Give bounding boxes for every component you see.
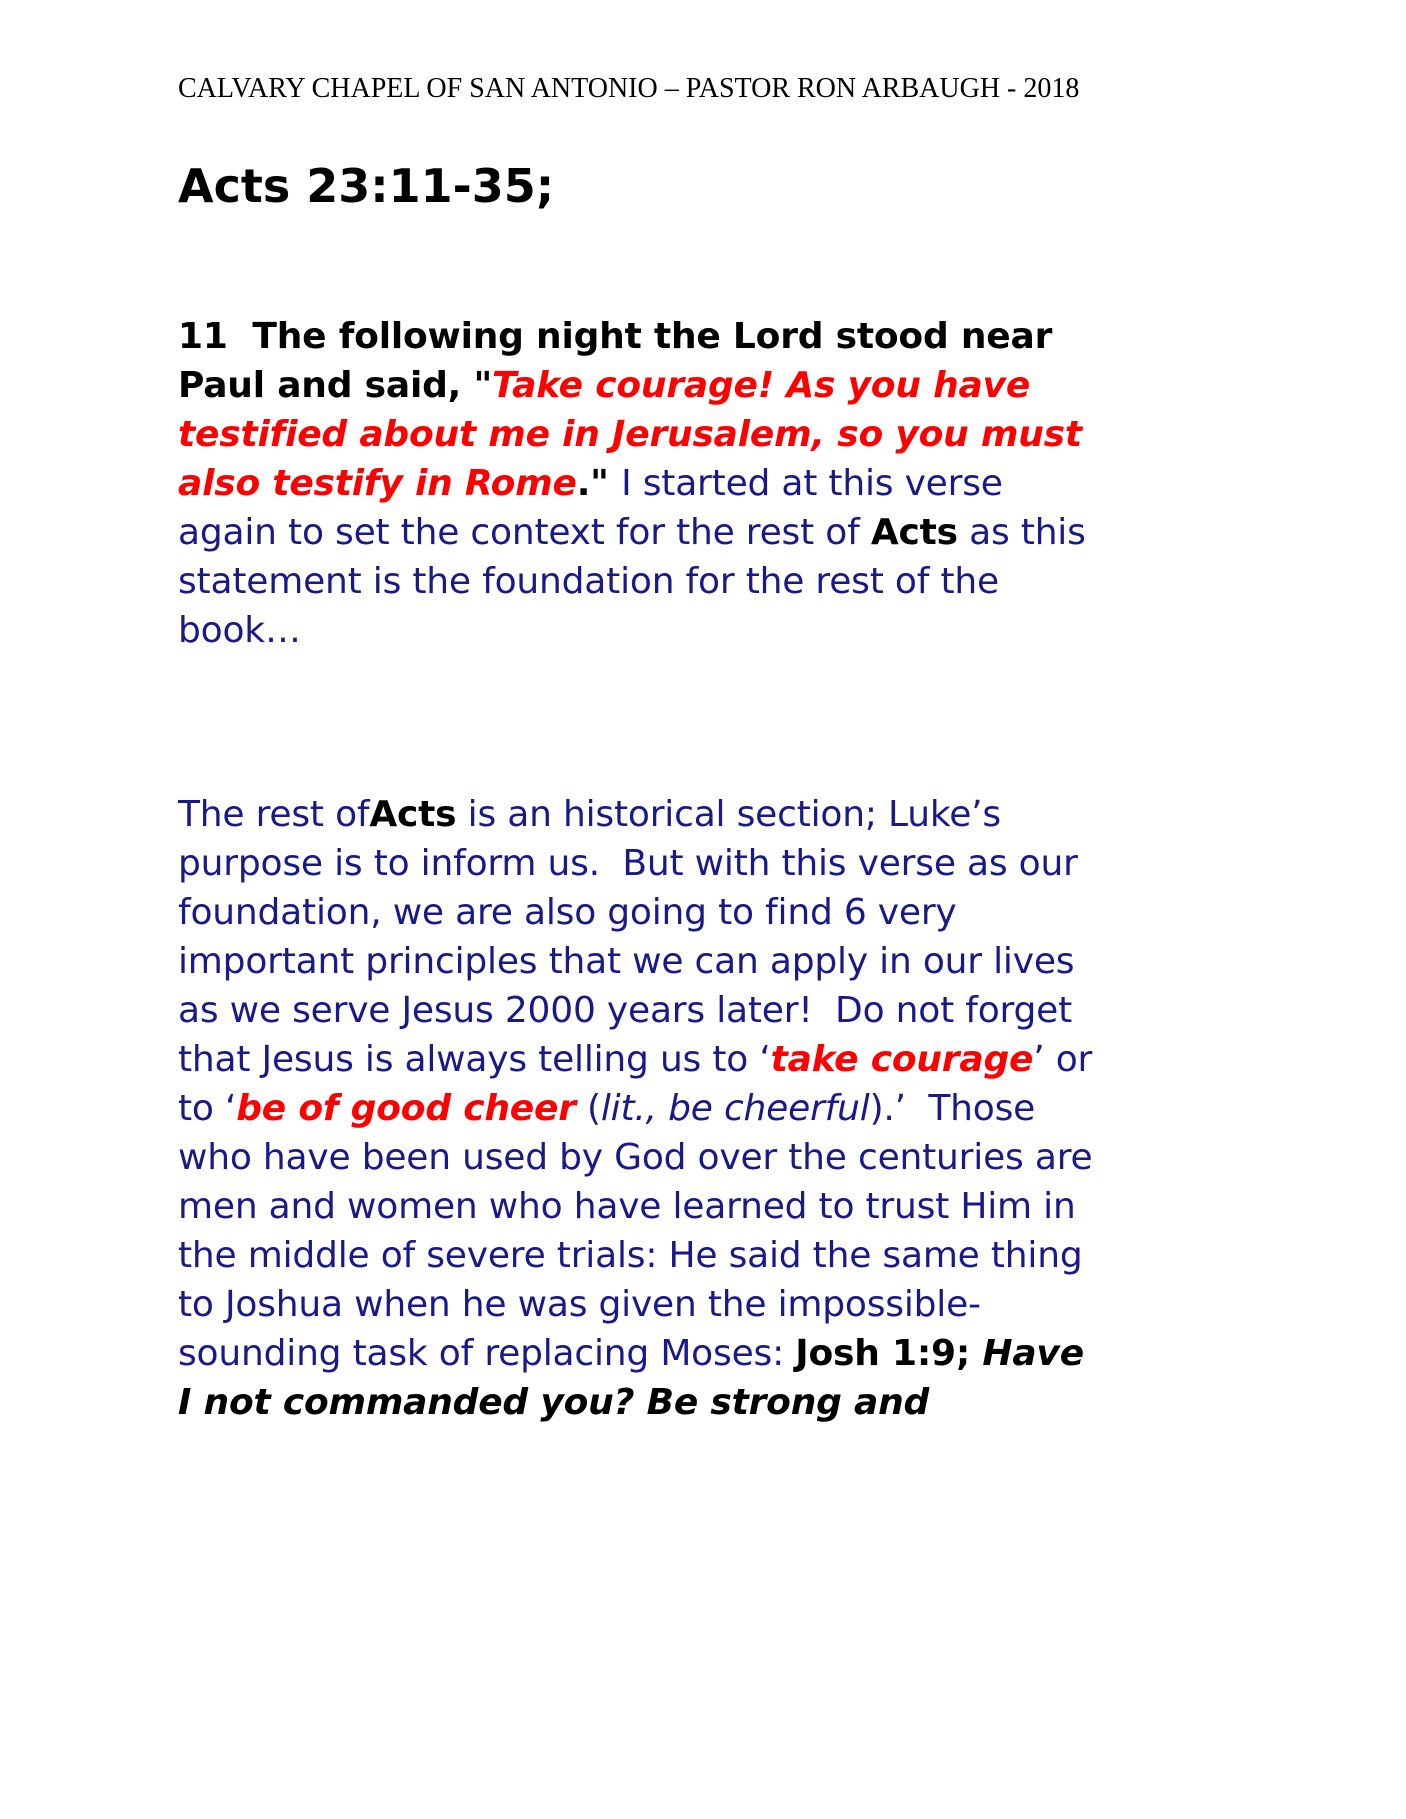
- text-segment: I started at this verse again to set the context for the rest of: [178, 463, 1014, 553]
- paragraph-verse-11: [178, 312, 1108, 655]
- text-segment: ).’ Those who have been used by God over the centuries are men and women who have learned to trust Him in the middle of severe trials: He said the same thing to Joshua when he was given the impossible-sounding task of replacing Moses:: [178, 1088, 1104, 1374]
- document-header: CALVARY CHAPEL OF SAN ANTONIO – PASTOR RON ARBAUGH - 2018: [178, 73, 1080, 104]
- paragraph-commentary: [178, 790, 1108, 1427]
- text-segment: ’ or to ‘: [178, 1039, 1104, 1129]
- text-segment: as this statement is the foundation for the rest of the book…: [178, 512, 1097, 651]
- text-segment: (: [575, 1088, 601, 1129]
- text-segment: Josh 1:9;: [795, 1333, 983, 1374]
- text-segment: Take courage! As you have testified about me in Jerusalem, so you must also testify in Rome: [178, 365, 1095, 504]
- text-segment: .": [576, 463, 622, 504]
- text-segment: take courage: [770, 1039, 1034, 1080]
- text-segment: 11 The following night the Lord stood near Paul and said, ": [178, 316, 1065, 406]
- text-segment: Acts: [369, 794, 457, 835]
- text-segment: The rest of: [178, 794, 370, 835]
- text-segment: Acts: [870, 512, 958, 553]
- text-segment: Have I not commanded you? Be strong and: [178, 1333, 1097, 1423]
- text-segment: lit., be cheerful: [600, 1088, 870, 1129]
- page-title: Acts 23:11-35;: [178, 159, 555, 213]
- text-segment: is an historical section; Luke’s purpose is to inform us. But with this verse as our foundation, we are also going to find 6 very important principles that we can apply in our lives as we serve Jesus 2000 years later! Do not forget that Jesus is always telling us to ‘: [178, 794, 1089, 1080]
- text-segment: be of good cheer: [236, 1088, 576, 1129]
